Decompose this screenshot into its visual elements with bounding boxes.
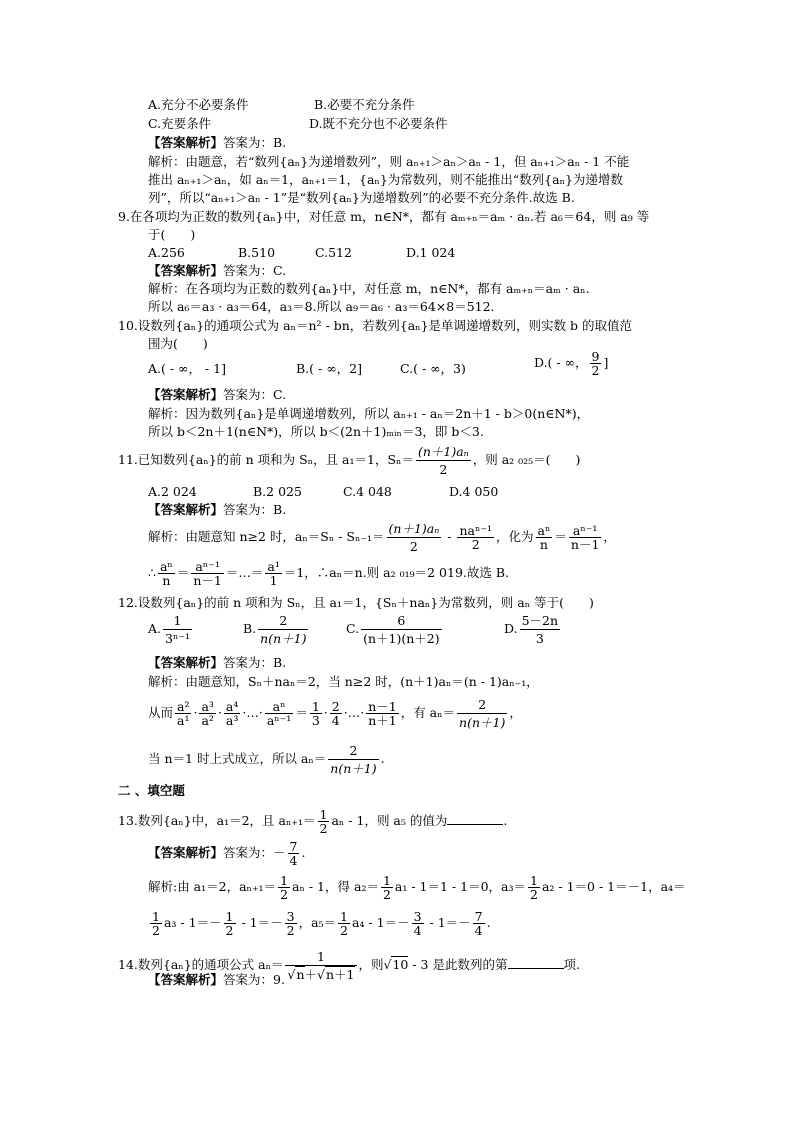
answer-text: 答案为：C.	[223, 387, 287, 402]
q11-answer	[148, 502, 286, 518]
q9-option-b: B.510	[238, 245, 276, 260]
q14-stem: 14.数列{aₙ}的通项公式 aₙ＝ $\frac{1}{√n+√n+1}$ ，则√10 - 3 是此数列的第 项.	[118, 949, 580, 982]
fraction: $\frac{\text{aⁿ}}{n}$	[537, 523, 551, 552]
q8-explanation-line-1: 解析：由题意，若“数列{aₙ}为递增数列”，则 aₙ₊₁＞aₙ＞aₙ - 1，但 aₙ₊₁＞aₙ - 1 不能	[148, 154, 630, 169]
fraction: $\frac{2}{n(n+1)}$	[330, 743, 377, 776]
q14-answer	[148, 972, 285, 988]
q12-stem: 12.设数列{aₙ}的前 n 项和为 Sₙ，且 a₁＝1，{Sₙ＋naₙ}为常数列，则 aₙ 等于( )	[118, 595, 594, 610]
q8-answer	[148, 135, 286, 151]
q10-stem-line-1: 10.设数列{aₙ}的通项公式为 aₙ＝n² - bn，若数列{aₙ}是单调递增数列，则实数 b 的取值范	[118, 318, 632, 333]
q8-option-a: A.充分不必要条件	[148, 97, 249, 112]
q9-option-a: A.256	[148, 245, 185, 260]
fraction: $\frac{1}{2}$	[319, 807, 328, 836]
q10-stem-line-2: 围为( )	[148, 336, 208, 351]
q13-stem: 13.数列{aₙ}中，a₁＝2，且 aₙ₊₁＝ $\frac{1}{2}$ aₙ - 1，则 a₅ 的值为 .	[118, 807, 508, 836]
answer-text: 答案为：9.	[223, 972, 285, 987]
q10-option-b: B.( - ∞，2]	[296, 361, 362, 376]
q11-option-a: A.2 024	[148, 484, 197, 499]
answer-label: 【答案解析】	[148, 135, 224, 150]
q12-answer	[148, 655, 286, 671]
q10-explanation-line-1: 解析：因为数列{aₙ}是单调递增数列，所以 aₙ₊₁ - aₙ＝2n＋1 - b＞0(n∈N*)，	[148, 406, 590, 421]
fraction: $\frac{7}{4}$	[289, 839, 298, 868]
answer-blank	[508, 956, 564, 969]
answer-text: 答案为：B.	[223, 135, 287, 150]
q8-option-d: D.既不充分也不必要条件	[309, 116, 448, 131]
q12-explanation-line-1: 解析：由题意知，Sₙ＋naₙ＝2，当 n≥2 时，(n＋1)aₙ＝(n - 1)aₙ₋₁，	[148, 674, 539, 689]
q11-option-b: B.2 025	[253, 484, 302, 499]
fraction: $\frac{\text{naⁿ⁻¹}}{2}$	[459, 523, 492, 552]
q12-option-d: D. $\frac{5-2n}{3}$	[504, 613, 559, 646]
q12-option-b: B. $\frac{2}{n(n+1)}$	[243, 613, 307, 646]
fraction: $\frac{1}{\text{3ⁿ⁻¹}}$	[165, 613, 190, 646]
q12-option-c: C. $\frac{6}{(n+1)(n+2)}$	[346, 613, 440, 646]
answer-text: 答案为：B.	[223, 502, 287, 517]
fraction: $\frac{\text{(n＋1)aₙ}}{2}$	[388, 521, 440, 554]
answer-label: 【答案解析】	[148, 263, 224, 278]
q10-explanation-line-2: 所以 b＜2n＋1(n∈N*)，所以 b＜(2n＋1)ₘᵢₙ＝3，即 b＜3.	[148, 424, 484, 439]
q12-option-a: A. $\frac{1}{\text{3ⁿ⁻¹}}$	[148, 613, 190, 646]
q10-option-d: D.( - ∞， $\frac{9}{2}$ ]	[534, 349, 609, 378]
fraction: $\frac{\text{a³}}{\text{a²}}$	[201, 699, 214, 728]
q12-explanation-line-3: 当 n＝1 时上式成立，所以 aₙ＝ $\frac{2}{n(n+1)}$ .	[148, 743, 385, 776]
q12-explanation-line-2: 从而 $\frac{\text{a²}}{\text{a¹}}$ · $\frac{\text{a³}}{\text{a²}}$ · $\frac{\text{a⁴}}{\text{a³}}$ ·…· $\frac{\text{aⁿ}}{\text{aⁿ⁻¹}}$ ＝ $\frac{1}{3}$ · $\frac{2}{4}$ ·…· $\frac{n-1}{n+1}$ ，有 aₙ＝ $\frac{2}{n(n+1)}$ ，	[148, 697, 522, 730]
fraction: $\frac{\text{aⁿ}}{\text{aⁿ⁻¹}}$	[266, 699, 292, 728]
fraction: $\frac{\text{a²}}{\text{a¹}}$	[177, 699, 190, 728]
fraction: $\frac{2}{4}$	[331, 699, 340, 728]
q13-explanation-line-1: 解析:由 a₁＝2，aₙ₊₁＝ $\frac{1}{2}$ aₙ - 1，得 a₂＝ $\frac{1}{2}$ a₁ - 1＝1 - 1＝0，a₃＝ $\frac{1}{2}$ a₂ - 1＝0 - 1＝－1，a₄＝	[148, 873, 686, 902]
fraction: $\frac{\text{a⁴}}{\text{a³}}$	[225, 699, 239, 728]
fraction: $\frac{1}{√n+√n+1}$	[287, 949, 355, 982]
fraction: $\frac{2}{n(n+1)}$	[459, 697, 506, 730]
q13-answer: 【答案解析】答案为：－ $\frac{7}{4}$ .	[148, 839, 306, 868]
fraction: $\frac{1}{3}$	[311, 699, 320, 728]
fraction: $\frac{9}{2}$	[591, 349, 600, 378]
fraction: $\frac{1}{2}$	[382, 873, 391, 902]
fraction: $\frac{\text{aⁿ⁻¹}}{n-1}$	[570, 523, 600, 552]
fraction: $\frac{1}{2}$	[152, 909, 160, 938]
answer-label: 【答案解析】	[148, 972, 224, 987]
fraction: $\frac{\text{aⁿ}}{n}$	[159, 559, 173, 588]
q11-explanation-line-2: ∴ $\frac{\text{aⁿ}}{n}$ ＝ $\frac{\text{aⁿ⁻¹}}{n-1}$ ＝…＝ $\frac{\text{a¹}}{1}$ ＝1，∴aₙ＝n.则 a₂ ₀₁₉＝2 019.故选 B.	[148, 559, 510, 588]
q8-explanation-line-3: 列”，所以“aₙ₊₁＞aₙ - 1”是“数列{aₙ}为递增数列”的必要不充分条件.故选 B.	[148, 190, 575, 205]
q11-option-c: C.4 048	[343, 484, 392, 499]
fraction: $\frac{\text{(n＋1)aₙ}}{2}$	[417, 444, 469, 477]
q13-explanation-line-2: $\frac{1}{2}$ a₃ - 1＝－ $\frac{1}{2}$ - 1＝－ $\frac{3}{2}$ ，a₅＝ $\frac{1}{2}$ a₄ - 1＝－ $\frac{3}{4}$ - 1＝－ $\frac{7}{4}$ .	[152, 909, 491, 938]
answer-blank	[447, 812, 503, 825]
fraction: $\frac{3}{2}$	[286, 909, 295, 938]
fraction: $\frac{2}{n(n+1)}$	[260, 613, 307, 646]
answer-label: 【答案解析】	[148, 655, 224, 670]
q8-explanation-line-2: 推出 aₙ₊₁＞aₙ，如 aₙ＝1，aₙ₊₁＝1，{aₙ}为常数列，则不能推出“数列{aₙ}为递增数	[148, 172, 623, 187]
fraction: $\frac{3}{4}$	[413, 909, 422, 938]
q9-stem-line-1: 9.在各项均为正数的数列{aₙ}中，对任意 m，n∈N*，都有 aₘ₊ₙ＝aₘ · aₙ.若 a₆＝64，则 a₉ 等	[118, 209, 650, 224]
q10-option-c: C.( - ∞，3)	[400, 361, 466, 376]
q10-option-a: A.( - ∞， - 1]	[148, 361, 226, 376]
fraction: $\frac{7}{4}$	[474, 909, 483, 938]
answer-label: 【答案解析】	[148, 502, 224, 517]
q8-option-b: B.必要不充分条件	[314, 97, 415, 112]
fraction: $\frac{1}{2}$	[280, 873, 289, 902]
q9-explanation-line-1: 解析：在各项均为正数的数列{aₙ}中，对任意 m，n∈N*，都有 aₘ₊ₙ＝aₘ · aₙ.	[148, 281, 590, 296]
fraction: $\frac{5-2n}{3}$	[521, 613, 559, 646]
q9-stem-line-2: 于( )	[148, 227, 196, 242]
q8-option-c: C.充要条件	[148, 116, 212, 131]
answer-label: 【答案解析】	[148, 845, 224, 860]
fraction: $\frac{n-1}{n+1}$	[368, 699, 397, 728]
fraction: $\frac{\text{aⁿ⁻¹}}{n-1}$	[193, 559, 222, 588]
fraction: $\frac{1}{2}$	[340, 909, 348, 938]
q9-option-d: D.1 024	[406, 245, 456, 260]
section-title: 二 、填空题	[118, 783, 185, 798]
fraction: $\frac{1}{2}$	[225, 909, 234, 938]
q9-option-c: C.512	[315, 245, 352, 260]
fraction: $\frac{1}{2}$	[530, 873, 538, 902]
q11-explanation-line-1: 解析：由题意知 n≥2 时，aₙ＝Sₙ - Sₙ₋₁＝ $\frac{\text{(n＋1)aₙ}}{2}$ - $\frac{\text{naⁿ⁻¹}}{2}$ ，化为 $\frac{\text{aⁿ}}{n}$ ＝ $\frac{\text{aⁿ⁻¹}}{n-1}$ ，	[148, 521, 616, 554]
answer-text: 答案为：C.	[223, 263, 287, 278]
q11-stem: 11.已知数列{aₙ}的前 n 项和为 Sₙ，且 a₁＝1，Sₙ＝ $\frac{\text{(n＋1)aₙ}}{2}$ ，则 a₂ ₀₂₅＝( )	[118, 444, 581, 477]
q10-answer	[148, 387, 286, 403]
q11-option-d: D.4 050	[449, 484, 499, 499]
fraction: $\frac{\text{a¹}}{1}$	[267, 559, 280, 588]
q9-answer	[148, 263, 286, 279]
q9-explanation-line-2: 所以 a₆＝a₃ · a₃＝64，a₃＝8.所以 a₉＝a₆ · a₃＝64×8＝512.	[148, 299, 495, 314]
answer-label: 【答案解析】	[148, 387, 224, 402]
answer-text: 答案为：B.	[223, 655, 287, 670]
fraction: $\frac{6}{(n+1)(n+2)}$	[363, 613, 440, 646]
